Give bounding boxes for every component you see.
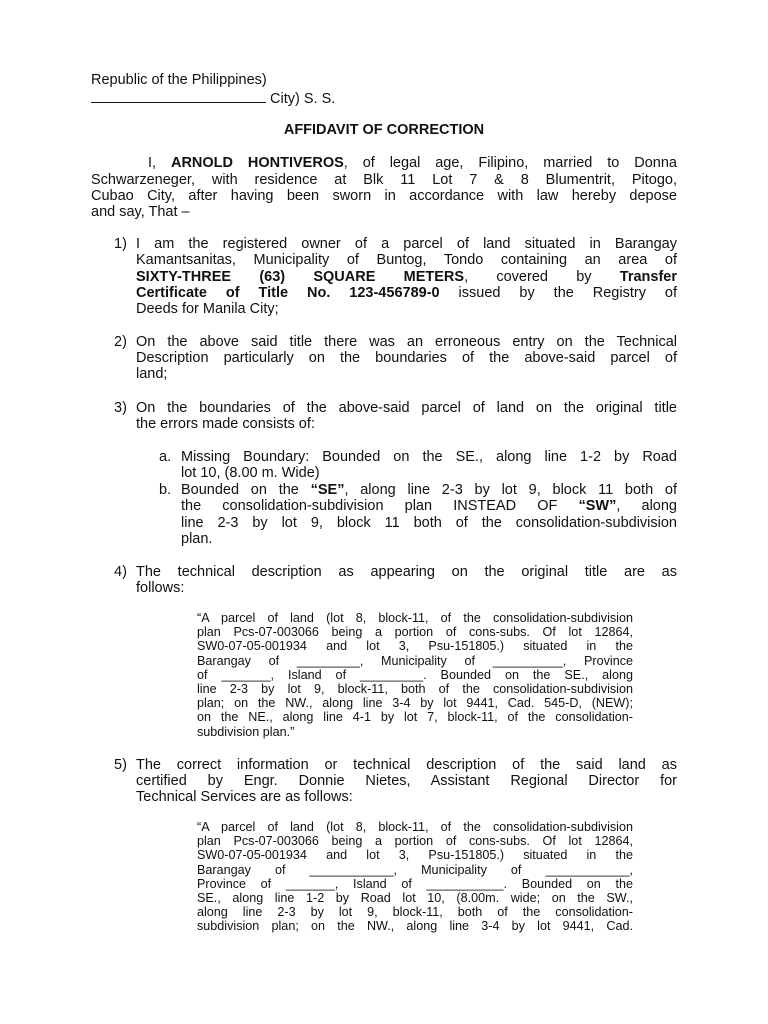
city-text: City) S. S.	[270, 91, 336, 107]
item-4-line-1: The technical description as appearing on the original title are as	[136, 564, 677, 580]
subitem-text: , along line 2-3 by lot 9, block 11 both of	[344, 482, 677, 498]
quote-line: along line 2-3 by lot 9, block-11, both of the consolidation-	[197, 905, 633, 920]
tct-text: Transfer	[619, 269, 677, 285]
intro-line-1	[148, 155, 677, 171]
quote-line: plan Pcs-07-003066 being a portion of cons-subs. Of lot 12864,	[197, 834, 633, 849]
city-blank	[91, 89, 266, 103]
intro-text: I,	[148, 155, 171, 171]
item-1-line-5: Deeds for Manila City;	[136, 301, 279, 317]
intro-line-3: Cubao City, after having been sworn in accordance with law hereby depose	[91, 188, 677, 204]
quote-line: subdivision plan; on the NW., along line 3-4 by lot 9441, Cad.	[197, 919, 633, 934]
item-2-line-3: land;	[136, 366, 168, 382]
subitem-a-line-2: lot 10, (8.00 m. Wide)	[181, 465, 320, 481]
quote-line: “A parcel of land (lot 8, block-11, of the consolidation-subdivision	[197, 611, 633, 625]
quote-line: line 2-3 by lot 9, block-11, both of the consolidation-subdivision	[197, 682, 633, 697]
item-2-line-2: Description particularly on the boundaries of the above-said parcel of	[136, 350, 677, 366]
quote-line: plan Pcs-07-003066 being a portion of cons-subs. Of lot 12864,	[197, 625, 633, 640]
original-description-quote	[197, 611, 633, 739]
item-text: , covered by	[464, 269, 620, 285]
item-3-line-2: the errors made consists of:	[136, 416, 315, 432]
subitem-marker: b.	[159, 482, 172, 498]
item-marker: 3)	[114, 400, 127, 416]
item-4-line-2: follows:	[136, 580, 185, 596]
quote-line: SW0-07-05-001934 and lot 3, Psu-151805.) situated in the	[197, 639, 633, 654]
subitem-b-line-3: line 2-3 by lot 9, block 11 both of the consolidation-subdivision	[181, 515, 677, 531]
subitem-a-line-1: Missing Boundary: Bounded on the SE., along line 1-2 by Road	[181, 449, 677, 465]
quote-line: SE., along line 1-2 by Road lot 10, (8.00m. wide; on the SW.,	[197, 891, 633, 906]
item-1-line-4	[136, 285, 677, 301]
tct-number: Certificate of Title No. 123-456789-0	[136, 285, 440, 301]
item-5-line-1: The correct information or technical description of the said land as	[136, 757, 677, 773]
quote-line: “A parcel of land (lot 8, block-11, of the consolidation-subdivision	[197, 820, 633, 834]
item-3-line-1: On the boundaries of the above-said parcel of land on the original title	[136, 400, 677, 416]
item-5-line-2: certified by Engr. Donnie Nietes, Assistant Regional Director for	[136, 773, 677, 789]
quote-line: Barangay of ____________, Municipality of ____________,	[197, 862, 633, 877]
subitem-marker: a.	[159, 449, 172, 465]
item-1-line-2: Kamantsanitas, Municipality of Buntog, Tondo containing an area of	[136, 252, 677, 268]
document-title: AFFIDAVIT OF CORRECTION	[283, 122, 485, 138]
affiant-name: ARNOLD HONTIVEROS	[170, 155, 344, 171]
item-marker: 2)	[114, 334, 127, 350]
quote-line: of _______, Island of _________. Bounded on the SE., along	[197, 667, 633, 682]
subitem-b-line-2	[181, 498, 677, 514]
quote-line: subdivision plan.”	[197, 724, 295, 739]
item-text: issued by the Registry of	[439, 285, 677, 301]
subitem-text: Bounded on the	[181, 482, 311, 498]
sw-term: “SW”	[578, 498, 617, 514]
quote-line: Province of _______, Island of ___________. Bounded on the	[197, 876, 633, 891]
item-2-line-1: On the above said title there was an erroneous entry on the Technical	[136, 334, 677, 350]
intro-text: , of legal age, Filipino, married to Donna	[343, 155, 677, 171]
item-marker: 5)	[114, 757, 127, 773]
item-marker: 1)	[114, 236, 127, 252]
subitem-text: the consolidation-subdivision plan INSTEAD OF	[181, 498, 579, 514]
intro-line-4: and say, That –	[91, 204, 190, 220]
quote-line: on the NE., along line 4-1 by lot 7, block-11, of the consolidation-	[197, 710, 633, 725]
subitem-b-line-1	[181, 482, 677, 498]
item-5-line-3: Technical Services are as follows:	[136, 789, 353, 805]
quote-line: SW0-07-05-001934 and lot 3, Psu-151805.) situated in the	[197, 848, 633, 863]
republic-line: Republic of the Philippines)	[91, 72, 267, 88]
city-line	[91, 89, 335, 107]
se-term: “SE”	[310, 482, 345, 498]
quote-line: Barangay of _________, Municipality of __________, Province	[197, 653, 633, 668]
correct-description-quote	[197, 820, 633, 934]
subitem-text: , along	[616, 498, 677, 514]
subitem-b-line-4: plan.	[181, 531, 213, 547]
item-1-line-3	[136, 269, 677, 285]
quote-line: plan; on the NW., along line 3-4 by lot 9441, Cad. 545-D, (NEW);	[197, 696, 633, 711]
intro-line-2: Schwarzeneger, with residence at Blk 11 Lot 7 & 8 Blumentrit, Pitogo,	[91, 172, 677, 188]
area-text: SIXTY-THREE (63) SQUARE METERS	[136, 269, 465, 285]
item-marker: 4)	[114, 564, 127, 580]
item-1-line-1: I am the registered owner of a parcel of land situated in Barangay	[136, 236, 677, 252]
